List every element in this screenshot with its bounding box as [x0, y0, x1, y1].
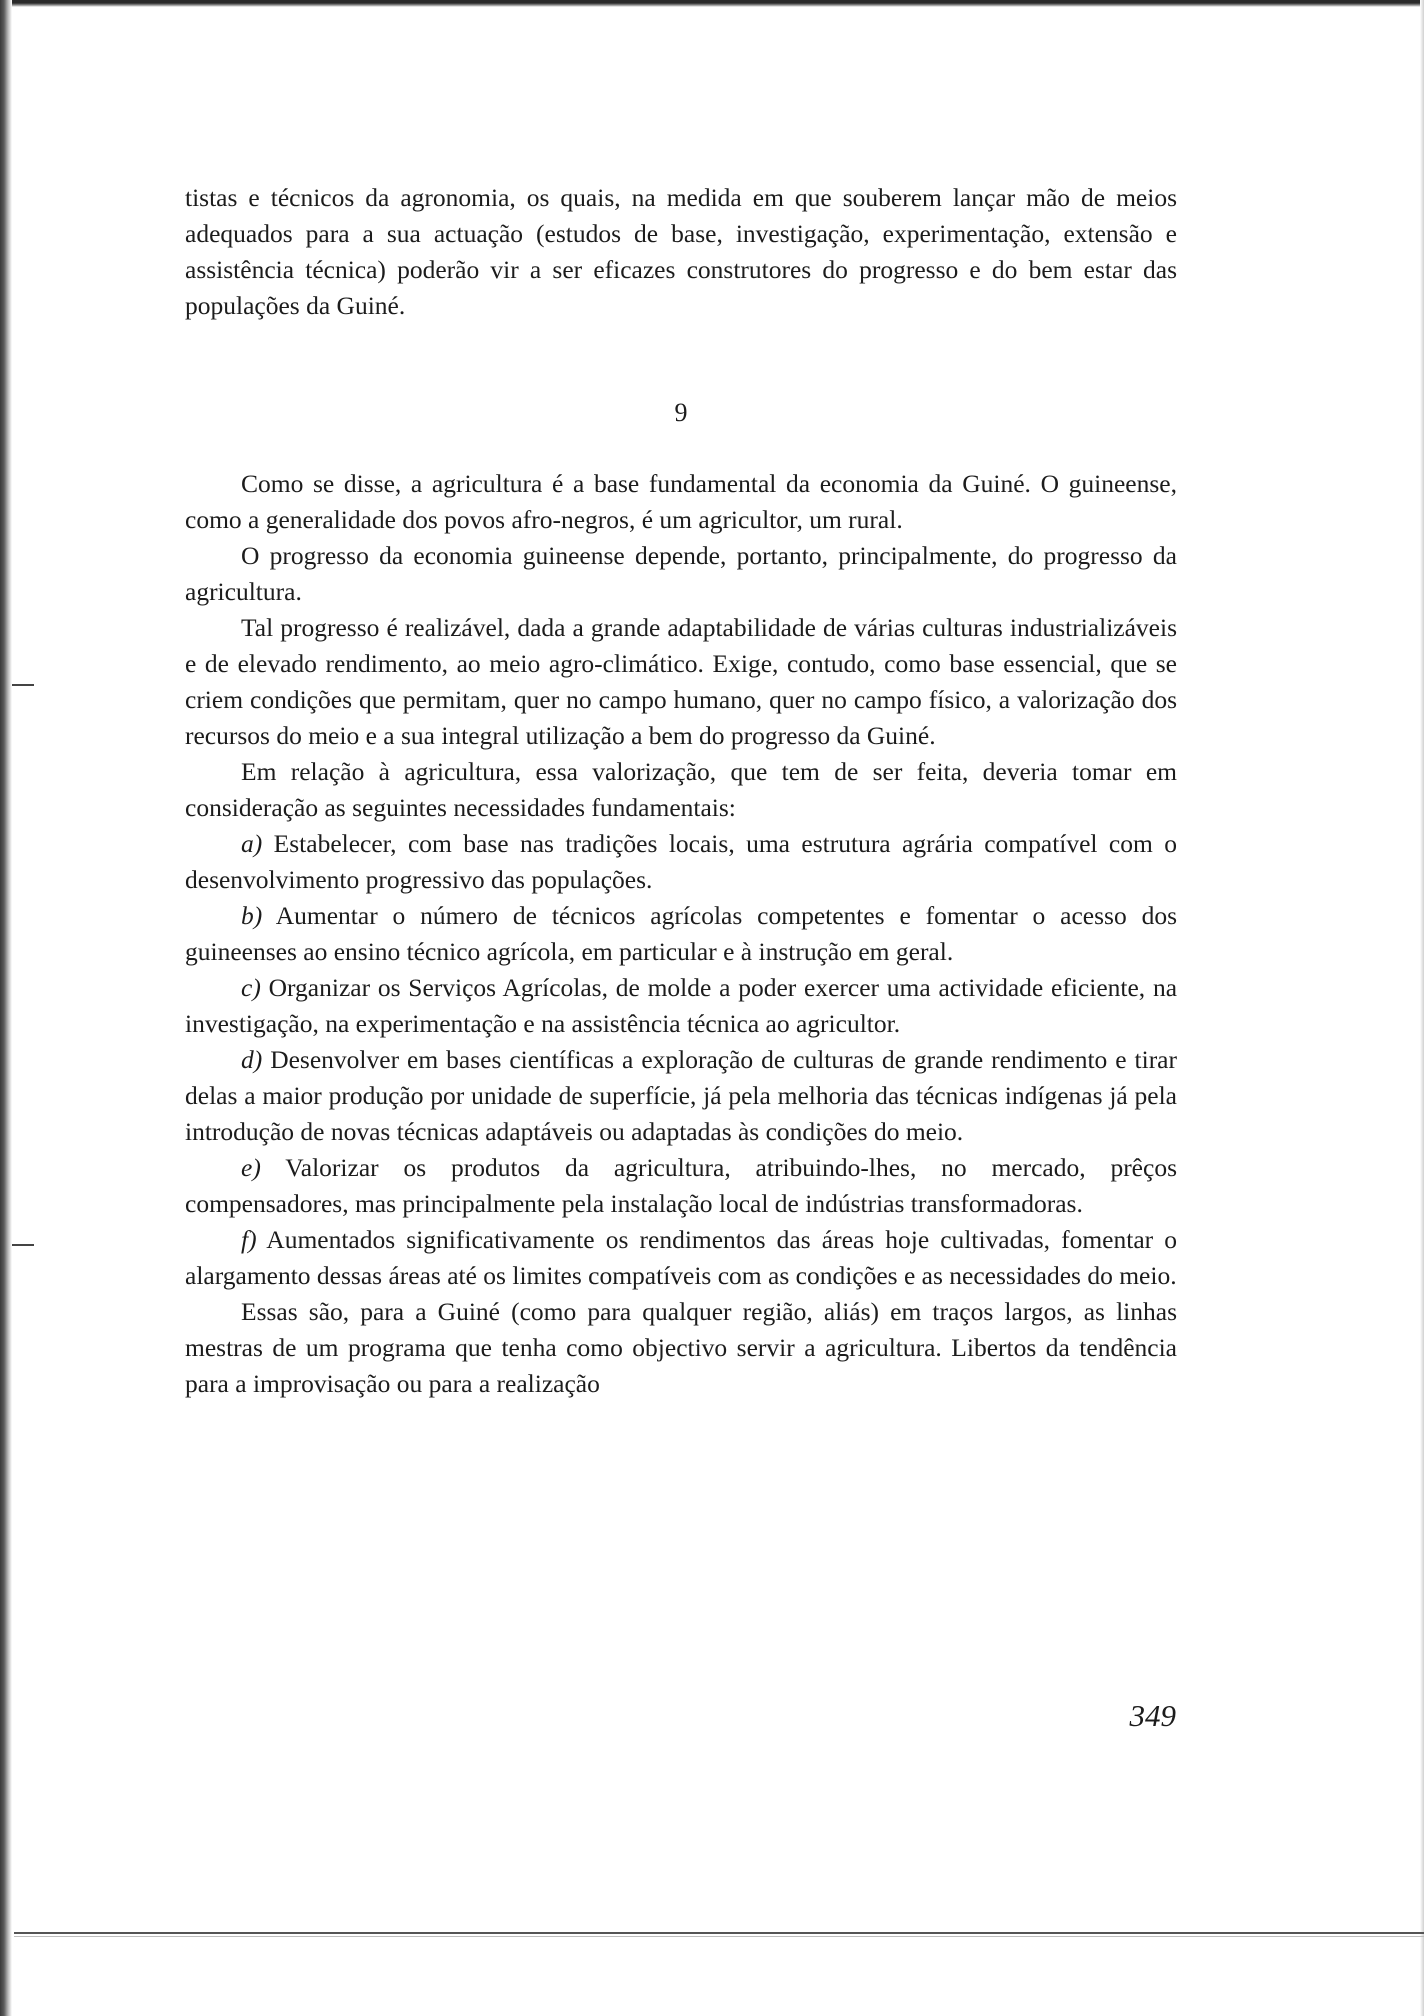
list-item-letter: d)	[241, 1045, 263, 1074]
list-item-letter: f)	[241, 1225, 257, 1254]
list-item	[185, 970, 1177, 1042]
closing-paragraph: Essas são, para a Guiné (como para qualquer região, aliás) em traços largos, as linhas mestras de um programa que tenha como objectivo servir a agricultura. Libertos da tendência para a improvisação ou para a realização	[185, 1297, 1177, 1398]
body-paragraph: O progresso da economia guineense depende, portanto, principalmente, do progresso da agricultura.	[185, 541, 1177, 606]
list-item	[185, 1222, 1177, 1294]
section-body	[185, 466, 1177, 1402]
body-paragraph: Tal progresso é realizável, dada a grande adaptabilidade de várias culturas industrializáveis e de elevado rendimento, ao meio agro-climático. Exige, contudo, como base essencial, que se criem condições que permitam, quer no campo humano, quer no campo físico, a valorização dos recursos do meio e a sua integral utilização a bem do progresso da Guiné.	[185, 613, 1177, 750]
body-paragraph: Como se disse, a agricultura é a base fundamental da economia da Guiné. O guineense, como a generalidade dos povos afro-negros, é um agricultor, um rural.	[185, 469, 1177, 534]
margin-mark	[12, 684, 34, 686]
page-bottom-rule	[14, 1932, 1424, 1934]
continuation-paragraph: tistas e técnicos da agronomia, os quais, na medida em que souberem lançar mão de meios adequados para a sua actuação (estudos de base, investigação, experimentação, extensão e assistência técnica) poderão vir a ser eficazes construtores do progresso e do bem estar das populações da Guiné.	[185, 183, 1177, 320]
list-item-text: Aumentar o número de técnicos agrícolas competentes e fomentar o acesso dos guineenses ao ensino técnico agrícola, em particular e à instrução em geral.	[185, 901, 1178, 966]
list-item	[185, 826, 1177, 898]
list-item	[185, 1150, 1177, 1222]
list-item-text: Organizar os Serviços Agrícolas, de molde a poder exercer uma actividade eficiente, na investigação, na experimentação e na assistência técnica ao agricultor.	[185, 973, 1178, 1038]
list-item-letter: a)	[241, 829, 263, 858]
continuation-block	[185, 180, 1177, 324]
list-item-letter: e)	[241, 1153, 261, 1182]
list-item-letter: b)	[241, 901, 263, 930]
list-item-text: Valorizar os produtos da agricultura, atribuindo-lhes, no mercado, prêços compensadores, mas principalmente pela instalação local de indústrias transformadoras.	[185, 1153, 1177, 1218]
page-number: 349	[1129, 1698, 1176, 1733]
list-item-text: Aumentados significativamente os rendimentos das áreas hoje cultivadas, fomentar o alargamento dessas áreas até os limites compatíveis com as condições e as necessidades do meio.	[185, 1225, 1177, 1290]
margin-mark	[12, 1244, 34, 1246]
page-edge-top	[0, 0, 1424, 7]
page-edge-right	[1420, 0, 1424, 2016]
list-item-letter: c)	[241, 973, 261, 1002]
list-item	[185, 1042, 1177, 1150]
page-bottom-rule-shadow	[14, 1936, 1424, 1937]
page-edge-left	[0, 0, 12, 2016]
body-paragraph: Em relação à agricultura, essa valorização, que tem de ser feita, deveria tomar em consideração as seguintes necessidades fundamentais:	[185, 757, 1177, 822]
section-number: 9	[674, 398, 688, 427]
list-item-text: Desenvolver em bases científicas a exploração de culturas de grande rendimento e tirar delas a maior produção por unidade de superfície, já pela melhoria das técnicas indígenas já pela introdução de novas técnicas adaptáveis ou adaptadas às condições do meio.	[185, 1045, 1177, 1146]
list-item	[185, 898, 1177, 970]
list-item-text: Estabelecer, com base nas tradições locais, uma estrutura agrária compatível com o desenvolvimento progressivo das populações.	[185, 829, 1177, 894]
